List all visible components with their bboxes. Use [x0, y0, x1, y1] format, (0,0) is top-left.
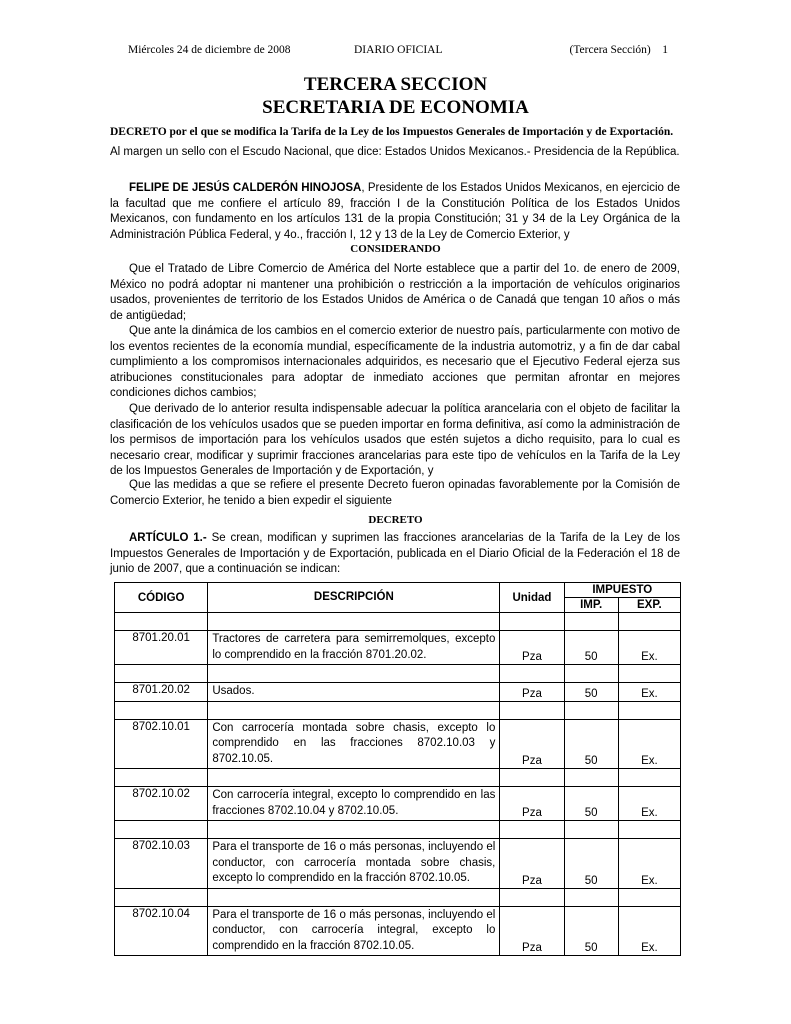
- row-code: 8702.10.04: [115, 906, 208, 956]
- row-description: Usados.: [208, 683, 500, 702]
- row-imp: 50: [564, 787, 618, 821]
- spacer-row: [115, 821, 681, 839]
- row-imp: 50: [564, 839, 618, 889]
- considerando-paragraph-1: Que el Tratado de Libre Comercio de América del Norte establece que a partir del 1o. de enero de 2009, México no podrá adoptar ni mantener una prohibición o restricción a la importación de vehículos originarios usados, provenientes de territorio de los Estados Unidos de América o de Canadá que tengan 10 años o más de antigüedad;: [110, 263, 680, 322]
- header-imp: IMP.: [564, 598, 618, 613]
- section-title: TERCERA SECCION: [303, 74, 488, 95]
- table-row: [115, 683, 681, 702]
- table-row: [115, 719, 681, 769]
- row-code: 8702.10.03: [115, 839, 208, 889]
- row-unit: Pza: [500, 719, 564, 769]
- table-header-row: [115, 583, 681, 598]
- row-unit: Pza: [500, 631, 564, 665]
- article-1-text: Se crean, modifican y suprimen las fracciones arancelarias de la Tarifa de la Ley de los Impuestos Generales de Importación y de Exportación, publicada en el Diario Oficial de la Federación el 18 de junio de 2007, que a continuación se indican:: [110, 532, 680, 575]
- header-tax: IMPUESTO: [564, 583, 680, 598]
- row-exp: Ex.: [618, 631, 680, 665]
- article-1-paragraph: [110, 531, 680, 578]
- decreto-heading: DECRETO: [368, 514, 423, 526]
- row-imp: 50: [564, 683, 618, 702]
- spacer-row: [115, 888, 681, 906]
- spacer-row: [115, 613, 681, 631]
- row-description: Para el transporte de 16 o más personas, incluyendo el conductor, con carrocería montada sobre chasis, excepto lo comprendido en la fracción 8702.10.05.: [208, 839, 500, 889]
- ministry-title: SECRETARIA DE ECONOMIA: [262, 97, 529, 118]
- header-publication: DIARIO OFICIAL: [354, 44, 443, 56]
- row-exp: Ex.: [618, 787, 680, 821]
- row-imp: 50: [564, 631, 618, 665]
- row-exp: Ex.: [618, 839, 680, 889]
- article-1-label: ARTÍCULO 1.-: [129, 532, 207, 544]
- header-section-label: (Tercera Sección): [569, 44, 651, 56]
- row-description: Tractores de carretera para semirremolques, excepto lo comprendido en la fracción 8701.20.02.: [208, 631, 500, 665]
- row-imp: 50: [564, 906, 618, 956]
- header-date: Miércoles 24 de diciembre de 2008: [128, 44, 291, 56]
- row-code: 8702.10.01: [115, 719, 208, 769]
- decree-heading: DECRETO por el que se modifica la Tarifa de la Ley de los Impuestos Generales de Importación y de Exportación.: [110, 126, 674, 138]
- considerando-paragraph-2: Que ante la dinámica de los cambios en el comercio exterior de nuestro país, particularmente con motivo de los eventos recientes de la economía mundial, específicamente de la industria automotriz, y a fin de dar cabal cumplimiento a los compromisos internacionales adquiridos, es necesario que el Ejecutivo Federal ejerza sus atribuciones constitucionales para adoptar de inmediato acciones que permitan afrontar en mejores condiciones dichos cambios;: [110, 325, 681, 399]
- row-description: Con carrocería montada sobre chasis, excepto lo comprendido en las fracciones 8702.10.03 y 8702.10.05.: [208, 719, 500, 769]
- considerando-paragraph-4: Que las medidas a que se refiere el presente Decreto fueron opinadas favorablemente por la Comisión de Comercio Exterior, he tenido a bien expedir el siguiente: [110, 479, 680, 507]
- header-description: DESCRIPCIÓN: [208, 583, 500, 613]
- tariff-table: [114, 582, 681, 956]
- row-unit: Pza: [500, 906, 564, 956]
- row-exp: Ex.: [618, 683, 680, 702]
- row-description: Con carrocería integral, excepto lo comprendido en las fracciones 8702.10.04 y 8702.10.05.: [208, 787, 500, 821]
- header-section: [570, 44, 669, 56]
- considerando-paragraph-3: Que derivado de lo anterior resulta indispensable adecuar la política arancelaria con el objeto de facilitar la clasificación de los vehículos usados que se pueden importar en forma definitiva, así como la administración de los permisos de importación para los vehículos usados que estén sujetos a dicho requisito, para lo cual es necesario crear, modificar y suprimir fracciones arancelarias para este tipo de vehículos en la Tarifa de la Ley de los Impuestos Generales de Importación y de Exportación, y: [110, 403, 680, 477]
- spacer-row: [115, 665, 681, 683]
- page-header: [128, 44, 668, 60]
- considerando-heading: CONSIDERANDO: [350, 243, 441, 255]
- row-code: 8702.10.02: [115, 787, 208, 821]
- row-exp: Ex.: [618, 906, 680, 956]
- row-unit: Pza: [500, 683, 564, 702]
- row-exp: Ex.: [618, 719, 680, 769]
- president-name: FELIPE DE JESÚS CALDERÓN HINOJOSA: [129, 182, 362, 194]
- header-code: CÓDIGO: [115, 583, 208, 613]
- table-row: [115, 787, 681, 821]
- preamble-paragraph: [110, 181, 680, 243]
- row-unit: Pza: [500, 839, 564, 889]
- row-imp: 50: [564, 719, 618, 769]
- table-row: [115, 631, 681, 665]
- margin-note: Al margen un sello con el Escudo Nacional, que dice: Estados Unidos Mexicanos.- Presidencia de la República.: [110, 146, 680, 158]
- table-row: [115, 839, 681, 889]
- table-row: [115, 906, 681, 956]
- preamble-text: , Presidente de los Estados Unidos Mexicanos, en ejercicio de la facultad que me confiere el artículo 89, fracción I de la Constitución Política de los Estados Unidos Mexicanos, con fundamento en los artículos 131 de la propia Constitución; 31 y 34 de la Ley Orgánica de la Administración Pública Federal, y 4o., fracción I, 12 y 13 de la Ley de Comercio Exterior, y: [110, 182, 680, 241]
- row-code: 8701.20.01: [115, 631, 208, 665]
- spacer-row: [115, 701, 681, 719]
- row-code: 8701.20.02: [115, 683, 208, 702]
- row-unit: Pza: [500, 787, 564, 821]
- row-description: Para el transporte de 16 o más personas, incluyendo el conductor, con carrocería integral, excepto lo comprendido en la fracción 8702.10.05.: [208, 906, 500, 956]
- header-unit: Unidad: [500, 583, 564, 613]
- header-page-number: 1: [662, 44, 668, 56]
- header-exp: EXP.: [618, 598, 680, 613]
- spacer-row: [115, 769, 681, 787]
